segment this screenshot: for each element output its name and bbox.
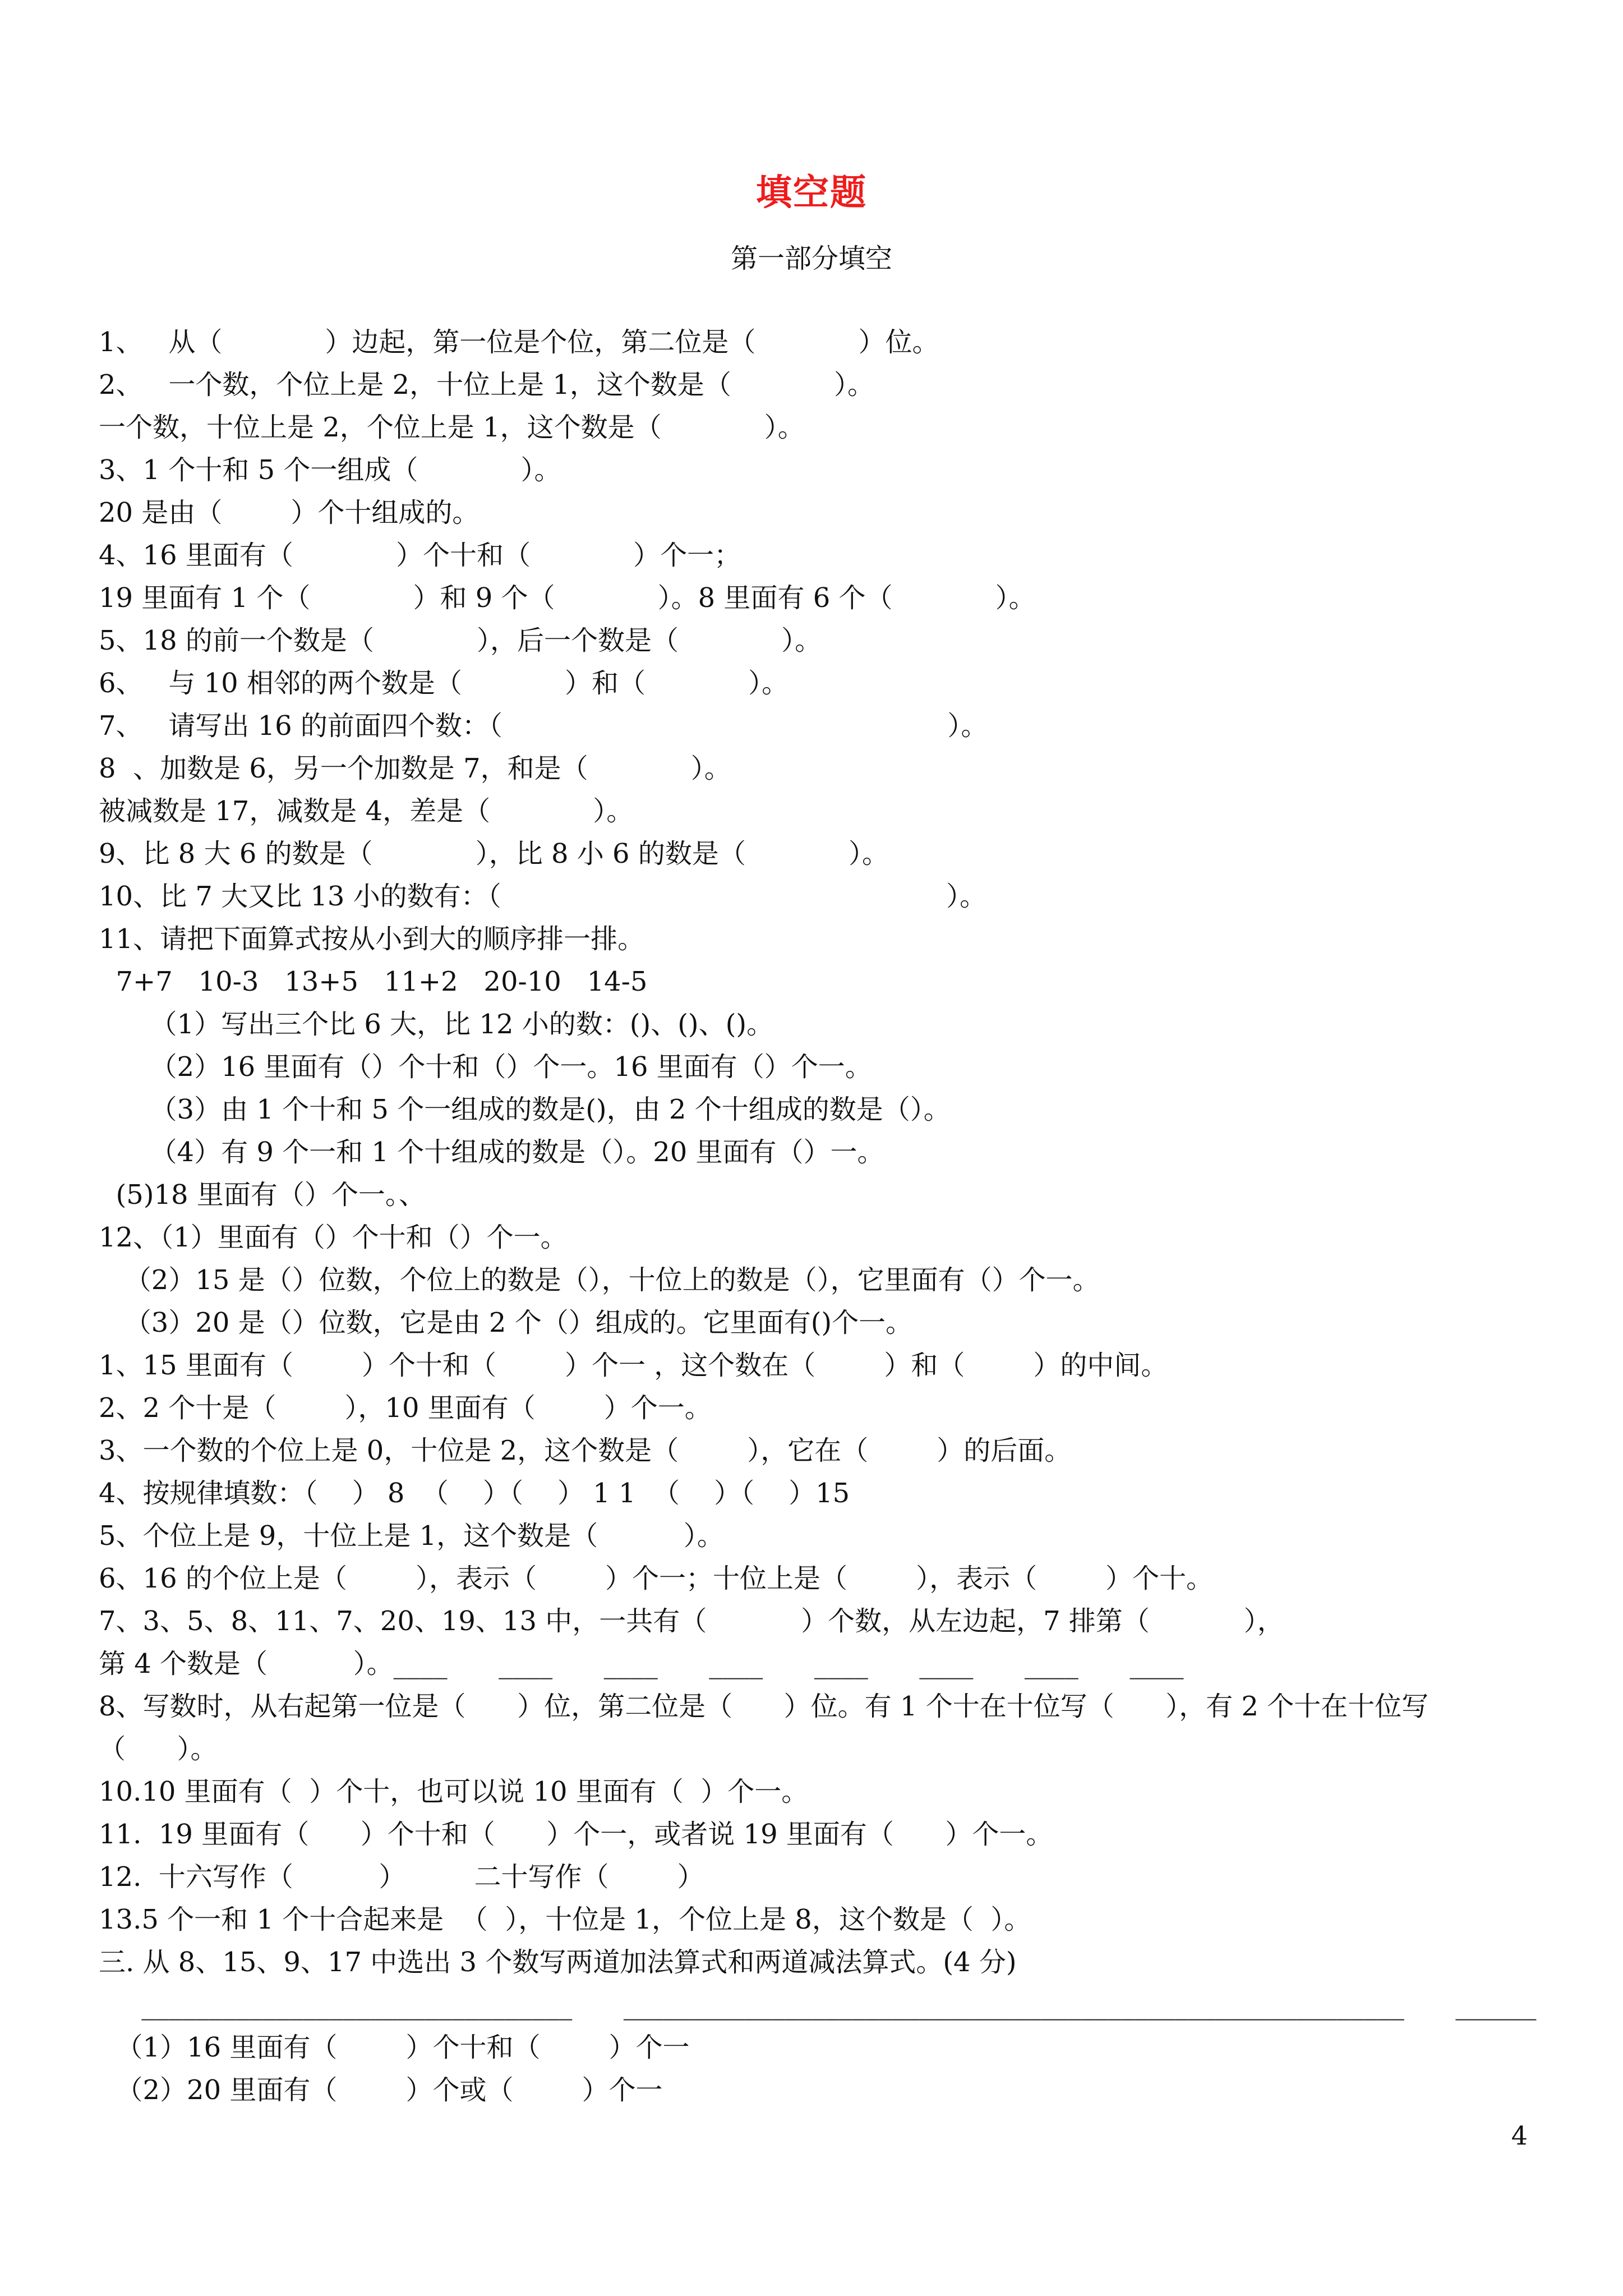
question-line: (5)18 里面有（）个一。、 — [99, 1179, 426, 1211]
question-line: 三. 从 8、15、9、17 中选出 3 个数写两道加法算式和两道减法算式。(4 分) — [99, 1947, 1017, 1978]
question-line: 4、16 里面有（ ）个十和（ ）个一； — [99, 540, 741, 571]
question-line: 8、写数时，从右起第一位是（ ）位，第二位是（ ）位。有 1 个十在十位写（ ），有 2 个十在十位写 — [99, 1691, 1429, 1722]
question-line: （2）15 是（）位数，个位上的数是（），十位上的数是（），它里面有（）个一。 — [99, 1264, 1100, 1296]
question-line: 12. 十六写作（ ） 二十写作（ ） — [99, 1861, 704, 1893]
question-line: 1、15 里面有（ ）个十和（ ）个一 ，这个数在（ ）和（ ）的中间。 — [99, 1350, 1168, 1381]
question-line: 10、比 7 大又比 13 小的数有：（ ）。 — [99, 881, 987, 912]
question-line: 5、18 的前一个数是（ ），后一个数是（ ）。 — [99, 625, 822, 656]
question-line: 2、2 个十是（ ），10 里面有（ ）个一。 — [99, 1392, 712, 1424]
question-line: 11、请把下面算式按从小到大的顺序排一排。 — [99, 923, 645, 955]
question-line: 4、按规律填数：（ ） 8 （ ）（ ） 1 1 （ ）（ ）15 — [99, 1478, 850, 1509]
question-line: （3）20 是（）位数，它是由 2 个（）组成的。它里面有()个一。 — [99, 1307, 913, 1338]
question-line: （ ）。 — [99, 1733, 218, 1765]
question-line: 13.5 个一和 1 个十合起来是 （ ），十位是 1，个位上是 8，这个数是（ ）。 — [99, 1904, 1031, 1935]
question-line: 20 是由（ ）个十组成的。 — [99, 497, 479, 528]
section-subtitle: 第一部分填空 — [730, 243, 892, 274]
question-line: 9、比 8 大 6 的数是（ ），比 8 小 6 的数是（ ）。 — [99, 838, 889, 869]
question-line: 12、（1）里面有（）个十和（）个一。 — [99, 1222, 568, 1253]
question-line: 1、 从（ ）边起，第一位是个位，第二位是（ ）位。 — [99, 326, 939, 358]
question-line: （1）写出三个比 6 大，比 12 小的数：()、()、()。 — [99, 1009, 774, 1040]
question-line: （4）有 9 个一和 1 个十组成的数是（）。20 里面有（）一。 — [99, 1137, 884, 1168]
question-line: 一个数，十位上是 2，个位上是 1，这个数是（ ）。 — [99, 412, 805, 443]
question-line: 10.10 里面有（ ）个十，也可以说 10 里面有（ ）个一。 — [99, 1776, 809, 1807]
question-line: 3、一个数的个位上是 0，十位是 2，这个数是（ ），它在（ ）的后面。 — [99, 1435, 1072, 1466]
question-line: 2、 一个数，个位上是 2，十位上是 1，这个数是（ ）。 — [99, 369, 875, 401]
question-line: 第 4 个数是（ ）。____ ____ ____ ____ ____ ____ ____ ____ — [99, 1648, 1184, 1680]
page-title: 填空题 — [756, 172, 867, 214]
question-line: 19 里面有 1 个（ ）和 9 个（ ）。8 里面有 6 个（ ）。 — [99, 582, 1036, 614]
question-line: 6、 与 10 相邻的两个数是（ ）和（ ）。 — [99, 668, 789, 699]
question-line: 11. 19 里面有（ ）个十和（ ）个一，或者说 19 里面有（ ）个一。 — [99, 1819, 1053, 1850]
question-line: 8 、加数是 6，另一个加数是 7，和是（ ）。 — [99, 753, 731, 784]
question-line: 7、3、5、8、11、7、20、19、13 中，一共有（ ）个数，从左边起，7 排第（ ）， — [99, 1605, 1284, 1637]
question-line: 3、1 个十和 5 个一组成（ ）。 — [99, 454, 561, 486]
question-line: （2）20 里面有（ ）个或（ ）个一 — [99, 2074, 663, 2106]
question-line: 被减数是 17，减数是 4，差是（ ）。 — [99, 795, 634, 827]
question-line: 7、 请写出 16 的前面四个数：（ ）。 — [99, 710, 988, 742]
answer-blanks: ________________________________ __________________________________________________________ ______ — [99, 1989, 1537, 2021]
question-line: 5、个位上是 9，十位上是 1，这个数是（ ）。 — [99, 1520, 724, 1552]
expression-list: 7+7 10-3 13+5 11+2 20-10 14-5 — [99, 966, 648, 997]
question-line: （2）16 里面有（）个十和（）个一。16 里面有（）个一。 — [99, 1051, 872, 1083]
question-line: （1）16 里面有（ ）个十和（ ）个一 — [99, 2032, 690, 2063]
page-number: 4 — [1511, 2120, 1528, 2151]
question-line: 6、16 的个位上是（ ），表示（ ）个一；十位上是（ ），表示（ ）个十。 — [99, 1563, 1214, 1594]
question-line: （3）由 1 个十和 5 个一组成的数是()，由 2 个十组成的数是（）。 — [99, 1094, 951, 1125]
